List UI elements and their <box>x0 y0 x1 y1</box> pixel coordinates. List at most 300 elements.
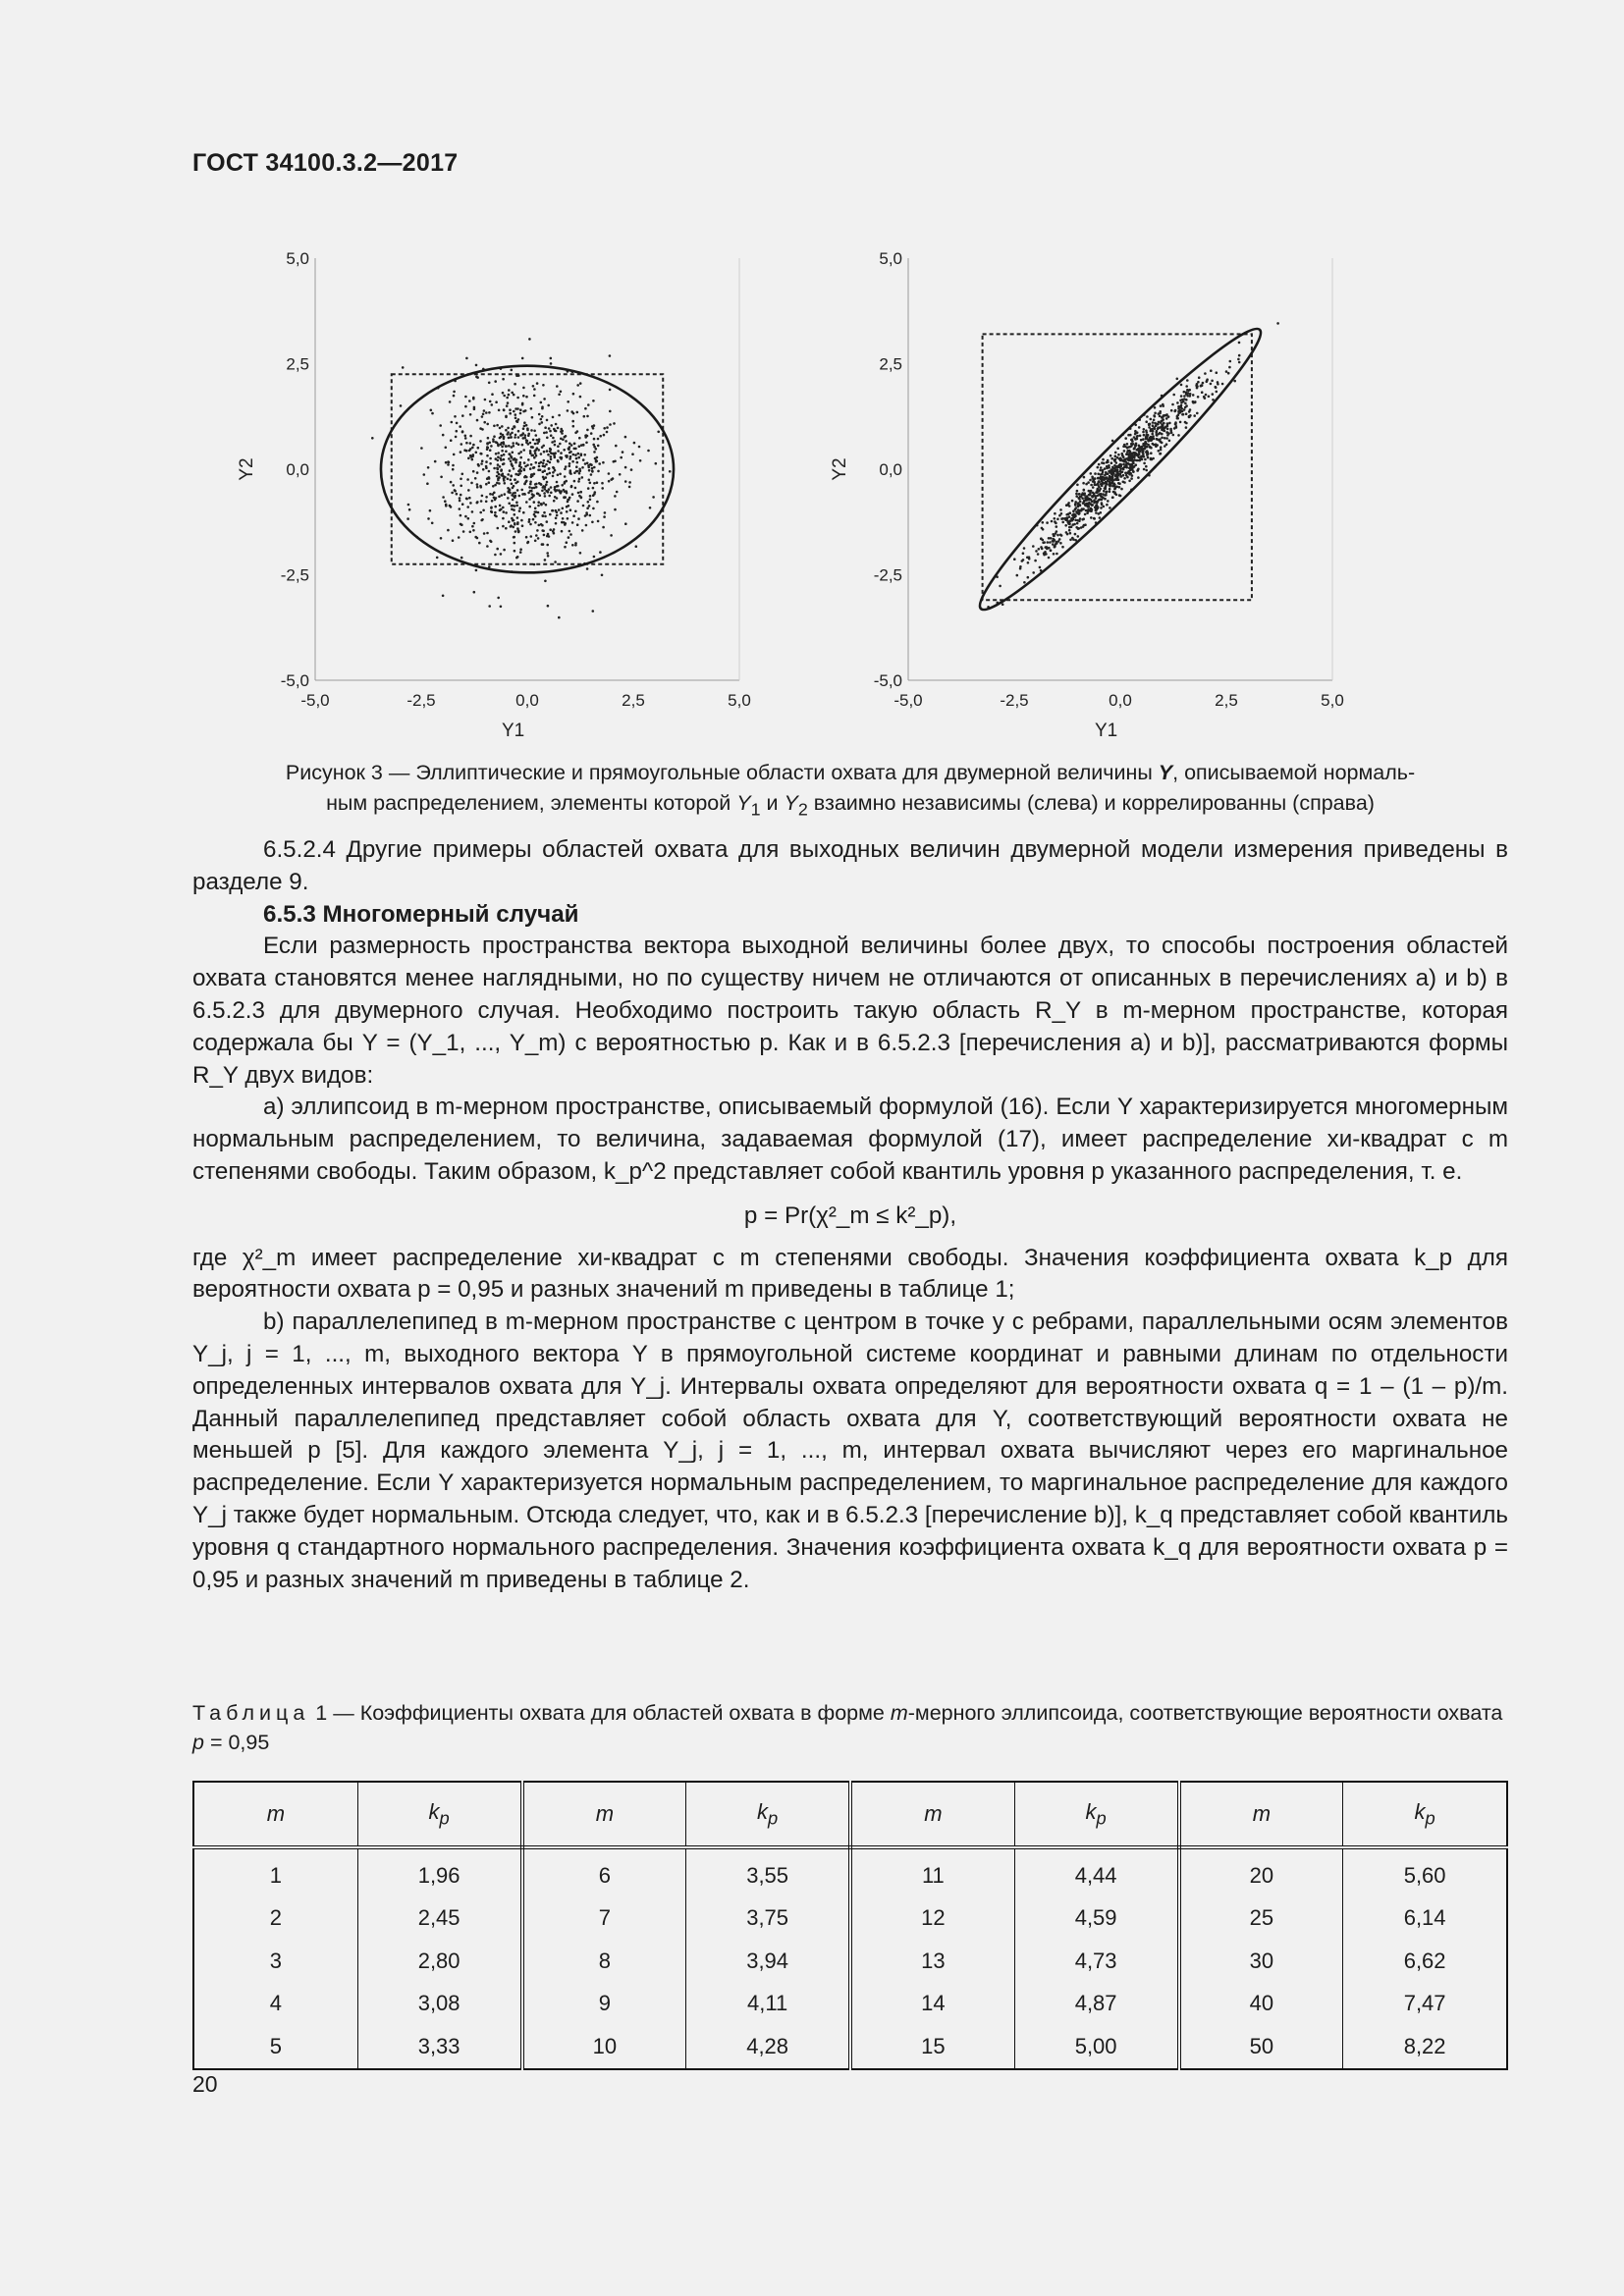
data-point <box>1052 540 1055 543</box>
data-point <box>533 456 536 459</box>
data-point <box>439 424 442 427</box>
data-point <box>1130 477 1133 480</box>
data-point <box>485 501 488 504</box>
data-point <box>522 468 525 471</box>
data-point <box>522 427 525 430</box>
data-point <box>1013 558 1016 561</box>
data-point <box>1154 412 1157 415</box>
data-point <box>543 534 546 537</box>
data-point <box>512 465 514 468</box>
data-point <box>527 433 530 436</box>
data-point <box>552 471 555 474</box>
data-point <box>1119 468 1122 471</box>
data-point <box>1102 493 1105 496</box>
data-point <box>1200 385 1203 388</box>
data-point <box>479 511 482 514</box>
data-point <box>430 409 433 412</box>
col-kp: $k_p$ <box>686 1782 850 1847</box>
data-point <box>1085 509 1088 512</box>
data-point <box>592 507 595 510</box>
data-point <box>1176 401 1179 404</box>
data-point <box>488 442 491 445</box>
data-point <box>1095 511 1098 514</box>
table-row <box>193 1897 1507 1941</box>
data-point <box>557 485 560 488</box>
data-point <box>488 481 491 484</box>
data-point <box>1127 446 1130 449</box>
data-point <box>571 460 574 463</box>
data-point <box>1059 508 1062 511</box>
data-point <box>566 492 568 495</box>
data-point <box>1132 462 1135 465</box>
data-point <box>528 506 531 508</box>
data-point <box>1183 395 1186 398</box>
data-point <box>1201 391 1204 394</box>
data-point <box>503 408 506 411</box>
data-point <box>1092 495 1095 498</box>
data-point <box>1152 435 1155 438</box>
data-point <box>1050 550 1053 553</box>
data-point <box>453 395 456 398</box>
data-point <box>510 479 513 482</box>
data-point <box>592 494 595 497</box>
data-point <box>500 606 503 609</box>
table-cell: 6,62 <box>1403 1948 1446 1973</box>
data-point <box>486 454 489 457</box>
data-point <box>571 521 574 524</box>
data-point <box>562 507 565 510</box>
data-point <box>503 438 506 441</box>
data-point <box>481 495 484 498</box>
data-point <box>497 452 500 454</box>
data-point <box>578 472 581 475</box>
data-point <box>491 403 494 406</box>
data-point <box>1093 481 1096 484</box>
data-point <box>517 430 520 433</box>
data-point <box>560 430 563 433</box>
data-point <box>1136 431 1139 434</box>
data-point <box>533 395 536 398</box>
data-point <box>479 453 482 455</box>
data-point <box>1028 556 1031 559</box>
data-point <box>1168 422 1171 425</box>
data-point <box>601 482 604 485</box>
data-point <box>575 470 578 473</box>
data-point <box>525 439 528 442</box>
data-point <box>451 421 454 424</box>
data-point <box>1133 447 1136 450</box>
y-tick-label: -5,0 <box>873 671 902 690</box>
data-point <box>555 490 558 493</box>
data-point <box>453 454 456 456</box>
data-point <box>564 482 567 485</box>
data-point <box>1133 455 1136 458</box>
data-point <box>591 521 594 524</box>
data-point <box>494 514 497 517</box>
data-point <box>553 500 556 503</box>
data-point <box>450 439 453 442</box>
col-m: m <box>850 1782 1014 1847</box>
data-point <box>538 482 541 485</box>
data-point <box>568 465 571 468</box>
data-point <box>1102 469 1105 472</box>
data-point <box>483 421 486 424</box>
data-point <box>494 484 497 487</box>
data-point <box>1092 486 1095 489</box>
data-point <box>1104 474 1107 477</box>
data-point <box>448 461 451 464</box>
data-point <box>1122 468 1125 471</box>
data-point <box>1053 553 1056 556</box>
data-point <box>499 465 502 468</box>
data-point <box>1107 500 1110 503</box>
data-point <box>567 400 569 403</box>
data-point <box>512 499 514 502</box>
data-point <box>467 517 470 520</box>
data-point <box>1022 552 1025 555</box>
data-point <box>490 507 493 509</box>
data-point <box>447 463 450 466</box>
data-point <box>566 510 568 513</box>
data-point <box>1143 455 1146 458</box>
data-point <box>515 502 518 505</box>
data-point <box>507 497 510 500</box>
data-point <box>1111 476 1114 479</box>
data-point <box>472 398 475 400</box>
data-point <box>456 422 459 425</box>
data-point <box>1174 409 1177 412</box>
data-point <box>429 509 432 512</box>
data-point <box>452 468 455 471</box>
data-point <box>497 459 500 462</box>
data-point <box>544 488 547 491</box>
data-point <box>503 549 506 552</box>
data-point <box>647 450 650 453</box>
data-point <box>1052 538 1055 541</box>
data-point <box>532 495 535 498</box>
data-point <box>1124 437 1127 440</box>
data-point <box>592 487 595 490</box>
data-point <box>538 465 541 468</box>
data-point <box>496 482 499 485</box>
data-point <box>1077 535 1080 538</box>
data-point <box>1083 500 1086 503</box>
data-point <box>580 496 583 499</box>
data-point <box>1128 480 1131 483</box>
data-point <box>1105 494 1108 497</box>
data-point <box>586 462 589 465</box>
data-point <box>581 476 584 479</box>
data-point <box>1143 462 1146 465</box>
table-cell: 4,87 <box>1014 1983 1178 2026</box>
data-point <box>549 513 552 516</box>
data-point <box>516 489 519 492</box>
data-point <box>535 534 538 537</box>
data-point <box>601 487 604 490</box>
data-point <box>1061 546 1064 549</box>
data-point <box>544 495 547 498</box>
data-point <box>547 460 550 463</box>
data-point <box>510 524 513 527</box>
data-point <box>588 479 591 482</box>
data-point <box>1132 470 1135 473</box>
data-point <box>534 521 537 524</box>
data-point <box>1082 482 1085 485</box>
data-point <box>400 404 403 407</box>
data-point <box>574 454 577 456</box>
data-point <box>1177 405 1180 408</box>
data-point <box>516 516 519 519</box>
data-point <box>554 456 557 459</box>
data-point <box>1115 465 1118 468</box>
data-point <box>553 453 556 455</box>
data-point <box>529 481 532 484</box>
data-point <box>512 428 514 431</box>
data-point <box>540 418 543 421</box>
data-point <box>601 574 604 577</box>
data-point <box>609 354 612 357</box>
data-point <box>592 610 595 613</box>
data-point <box>501 442 504 445</box>
data-point <box>1165 443 1168 446</box>
data-point <box>1175 425 1178 428</box>
data-point <box>1170 431 1173 434</box>
data-point <box>1142 438 1145 441</box>
data-point <box>467 457 470 460</box>
data-point <box>517 473 520 476</box>
data-point <box>548 427 551 430</box>
table-cell: 1,96 <box>357 1847 521 1897</box>
data-point <box>669 470 672 473</box>
data-point <box>460 494 462 497</box>
data-point <box>548 488 551 491</box>
y-tick-label: 2,5 <box>879 354 902 374</box>
data-point <box>1065 504 1068 507</box>
data-point <box>1100 511 1103 514</box>
table-header-row <box>193 1782 1507 1847</box>
data-point <box>1095 484 1098 487</box>
data-point <box>571 544 574 547</box>
data-point <box>506 404 509 407</box>
data-point <box>579 552 582 555</box>
data-point <box>469 435 472 438</box>
data-point <box>1166 428 1169 431</box>
data-point <box>482 413 485 416</box>
data-point <box>1111 466 1114 469</box>
data-point <box>573 443 576 446</box>
data-point <box>529 450 532 453</box>
data-point <box>502 392 505 395</box>
x-axis-label: Y1 <box>1095 721 1118 741</box>
data-point <box>1101 461 1104 464</box>
data-point <box>538 438 541 441</box>
data-point <box>460 557 463 560</box>
y-tick-label: -2,5 <box>280 565 309 585</box>
data-point <box>523 461 526 464</box>
data-point <box>472 444 475 447</box>
data-point <box>1101 476 1104 479</box>
data-point <box>462 530 465 533</box>
data-point <box>1051 520 1054 523</box>
data-point <box>1111 497 1114 500</box>
data-point <box>546 419 549 422</box>
data-point <box>563 496 566 499</box>
data-point <box>1188 415 1191 418</box>
data-point <box>475 569 478 572</box>
data-point <box>1059 534 1062 537</box>
table-cell: 3,75 <box>686 1897 850 1941</box>
y-tick-label: 0,0 <box>879 460 902 479</box>
data-point <box>1071 500 1074 503</box>
data-point <box>420 447 423 450</box>
data-point <box>1133 452 1136 454</box>
data-point <box>523 437 526 440</box>
data-point <box>1143 468 1146 471</box>
data-point <box>1079 501 1082 504</box>
data-point <box>590 432 593 435</box>
table-body <box>193 1847 1507 2069</box>
data-point <box>544 515 547 518</box>
data-point <box>519 412 522 415</box>
data-point <box>504 493 507 496</box>
data-point <box>1177 434 1180 437</box>
data-point <box>525 480 528 483</box>
data-point <box>512 452 514 454</box>
data-point <box>1090 484 1093 487</box>
data-point <box>1063 517 1066 520</box>
data-point <box>593 466 596 469</box>
data-point <box>574 448 577 451</box>
data-point <box>568 536 570 539</box>
data-point <box>533 466 536 469</box>
data-point <box>1149 446 1152 449</box>
data-point <box>1156 423 1159 426</box>
data-point <box>522 410 525 413</box>
data-point <box>1126 462 1129 465</box>
data-point <box>550 492 553 495</box>
data-point <box>1150 452 1153 454</box>
data-point <box>502 507 505 509</box>
data-point <box>514 461 517 464</box>
data-point <box>556 514 559 517</box>
data-point <box>475 364 478 367</box>
table-cell: 8 <box>522 1940 686 1983</box>
data-point <box>1197 396 1200 399</box>
data-point <box>1141 446 1144 449</box>
data-point <box>1185 412 1188 415</box>
x-tick-label: 0,0 <box>515 691 539 710</box>
data-point <box>1142 443 1145 446</box>
data-point <box>465 450 468 453</box>
data-point <box>1113 488 1116 491</box>
data-point <box>1041 548 1044 551</box>
data-point <box>525 501 528 504</box>
data-point <box>510 455 513 458</box>
data-point <box>1130 464 1133 467</box>
data-point <box>485 460 488 463</box>
data-point <box>531 473 534 476</box>
data-point <box>588 469 591 472</box>
data-point <box>1082 517 1085 520</box>
y-axis-label: Y2 <box>830 457 850 481</box>
data-point <box>1096 506 1099 508</box>
data-point <box>1140 455 1143 458</box>
data-point <box>499 427 502 430</box>
data-point <box>547 404 550 407</box>
table-title: Таблица 1 — Коэффициенты охвата для областей охвата в форме m-мерного эллипсоида, соответствующие вероятности охвата p = 0,95 <box>192 1701 1503 1754</box>
data-point <box>1129 472 1132 475</box>
data-point <box>540 503 543 506</box>
data-point <box>1073 523 1076 526</box>
data-point <box>557 450 560 453</box>
data-point <box>497 527 500 530</box>
table-cell: 10 <box>522 2025 686 2069</box>
data-point <box>596 456 599 459</box>
data-point <box>489 400 492 403</box>
data-point <box>612 477 615 480</box>
data-point <box>586 435 589 438</box>
data-point <box>1161 433 1164 436</box>
data-point <box>537 493 540 496</box>
data-point <box>1069 532 1072 535</box>
data-point <box>503 479 506 482</box>
data-point <box>573 480 576 483</box>
data-point <box>1197 381 1200 384</box>
data-point <box>474 536 477 539</box>
data-point <box>444 500 447 503</box>
data-point <box>541 514 544 517</box>
data-point <box>1228 366 1231 369</box>
data-point <box>502 475 505 478</box>
data-point <box>523 421 526 424</box>
data-point <box>1151 433 1154 436</box>
data-point <box>529 483 532 486</box>
paragraph-a: a) эллипсоид в m-мерном пространстве, описываемый формулой (16). Если Y характеризируется многомерным нормальным распределением, то величина, задаваемая формулой (17), имеет распределение хи-квадрат с m степенями свободы. Таким образом, k_p^2 представляет собой квантиль уровня p указанного распределения, т. е. <box>192 1094 1508 1185</box>
data-point <box>535 483 538 486</box>
data-point <box>454 415 457 418</box>
data-point <box>541 415 544 418</box>
data-point <box>609 423 612 426</box>
data-point <box>1106 482 1109 485</box>
data-point <box>521 444 524 447</box>
data-point <box>1072 509 1075 512</box>
data-point <box>1082 502 1085 505</box>
data-point <box>577 453 580 455</box>
data-point <box>1276 322 1279 325</box>
data-point <box>406 517 409 520</box>
data-point <box>528 520 531 523</box>
data-point <box>576 461 579 464</box>
y-tick-label: 2,5 <box>286 354 309 374</box>
data-point <box>549 472 552 475</box>
table-cell: 20 <box>1179 1847 1343 1897</box>
data-point <box>547 491 550 494</box>
data-point <box>494 506 497 508</box>
data-point <box>1131 459 1134 462</box>
data-point <box>579 469 582 472</box>
data-point <box>1055 543 1057 546</box>
data-point <box>585 442 588 445</box>
data-point <box>1116 468 1119 471</box>
data-point <box>471 458 474 461</box>
data-point <box>545 431 548 434</box>
data-point <box>514 457 516 460</box>
figure-3 <box>0 0 1624 746</box>
data-point <box>541 524 544 527</box>
data-point <box>574 510 577 513</box>
data-point <box>514 550 516 553</box>
data-point <box>593 424 596 427</box>
